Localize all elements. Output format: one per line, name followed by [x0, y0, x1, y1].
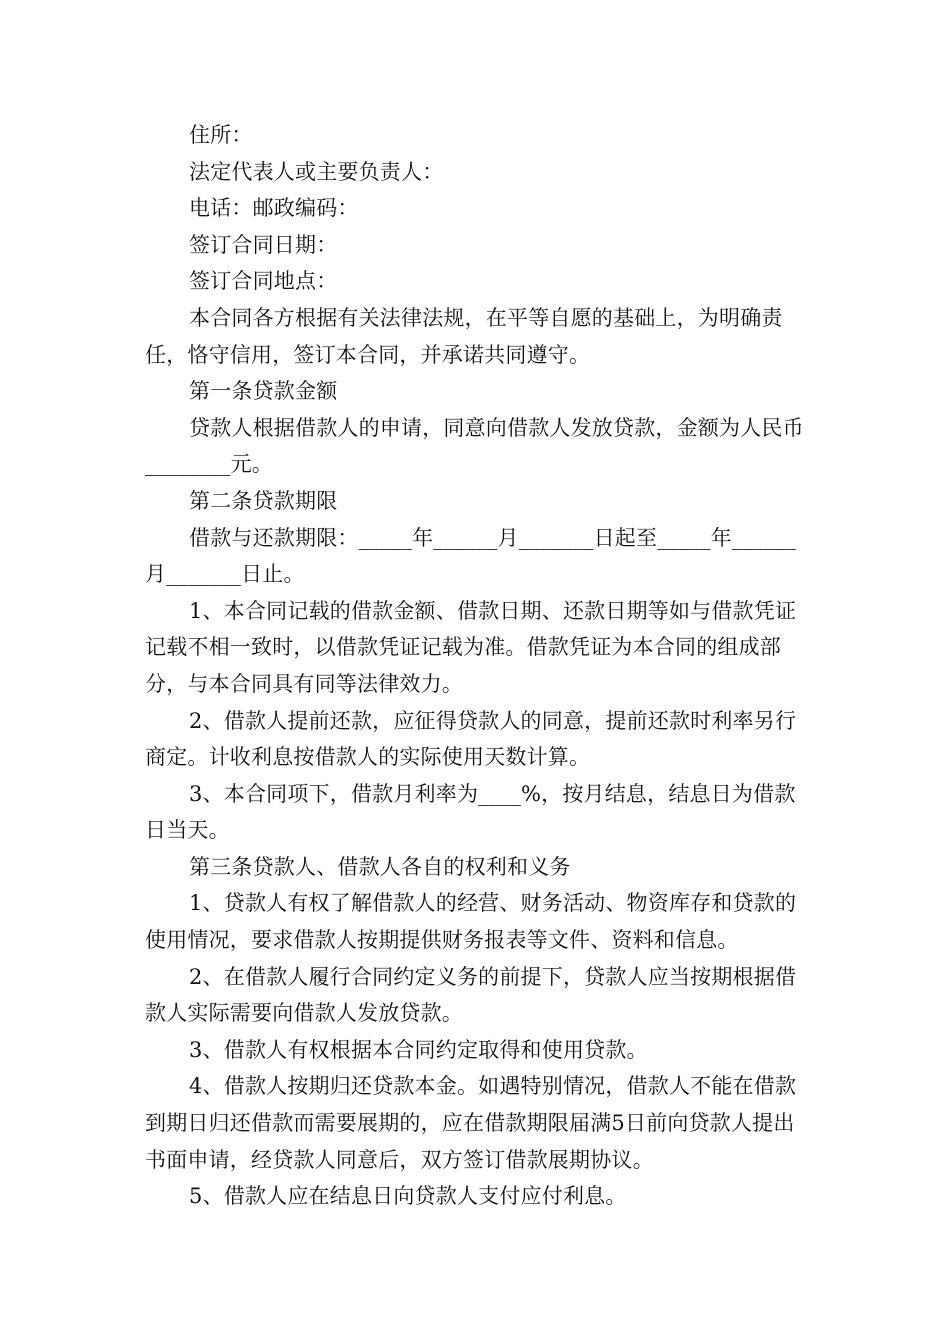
field-phone-postcode: 电话：邮政编码： — [189, 196, 359, 221]
field-address: 住所： — [189, 123, 253, 147]
article-3-heading: 第三条贷款人、借款人各自的权利和义务 — [189, 854, 571, 879]
article-1-heading: 第一条贷款金额 — [189, 379, 338, 404]
field-legal-representative: 法定代表人或主要负责人： — [189, 159, 444, 184]
article-3-clause-1: 1、贷款人有权了解借款人的经营、财务活动、物资库存和贷款的使用情况，要求借款人按期提供财务报表等文件、资料和信息。 — [145, 891, 797, 953]
article-2-clause-2: 2、借款人提前还款，应征得贷款人的同意，提前还款时利率另行商定。计收利息按借款人的实际使用天数计算。 — [145, 708, 797, 770]
article-2-clause-3: 3、本合同项下，借款月利率为____%，按月结息，结息日为借款日当天。 — [145, 781, 796, 843]
document-body — [145, 117, 807, 1215]
field-signing-date: 签订合同日期： — [189, 232, 338, 257]
article-3-clause-2: 2、在借款人履行合同约定义务的前提下，贷款人应当按期根据借款人实际需要向借款人发放贷款。 — [145, 964, 797, 1026]
preamble-paragraph: 本合同各方根据有关法律法规，在平等自愿的基础上，为明确责任，恪守信用，签订本合同，并承诺共同遵守。 — [145, 305, 783, 367]
article-2-term-text: 借款与还款期限：_____年______月_______日起至_____年______月_______日止。 — [145, 525, 797, 587]
article-1-text: 贷款人根据借款人的申请，同意向借款人发放贷款，金额为人民币________元。 — [145, 415, 804, 477]
field-signing-place: 签订合同地点： — [189, 269, 338, 294]
article-2-heading: 第二条贷款期限 — [189, 488, 338, 513]
article-3-clause-5: 5、借款人应在结息日向贷款人支付应付利息。 — [189, 1184, 627, 1209]
article-3-clause-3: 3、借款人有权根据本合同约定取得和使用贷款。 — [189, 1037, 648, 1062]
article-3-clause-4: 4、借款人按期归还贷款本金。如遇特别情况，借款人不能在借款到期日归还借款而需要展期的，应在借款期限届满5日前向贷款人提出书面申请，经贷款人同意后，双方签订借款展期协议。 — [145, 1074, 797, 1172]
article-2-clause-1: 1、本合同记载的借款金额、借款日期、还款日期等如与借款凭证记载不相一致时，以借款凭证记载为准。借款凭证为本合同的组成部分，与本合同具有同等法律效力。 — [145, 598, 797, 696]
